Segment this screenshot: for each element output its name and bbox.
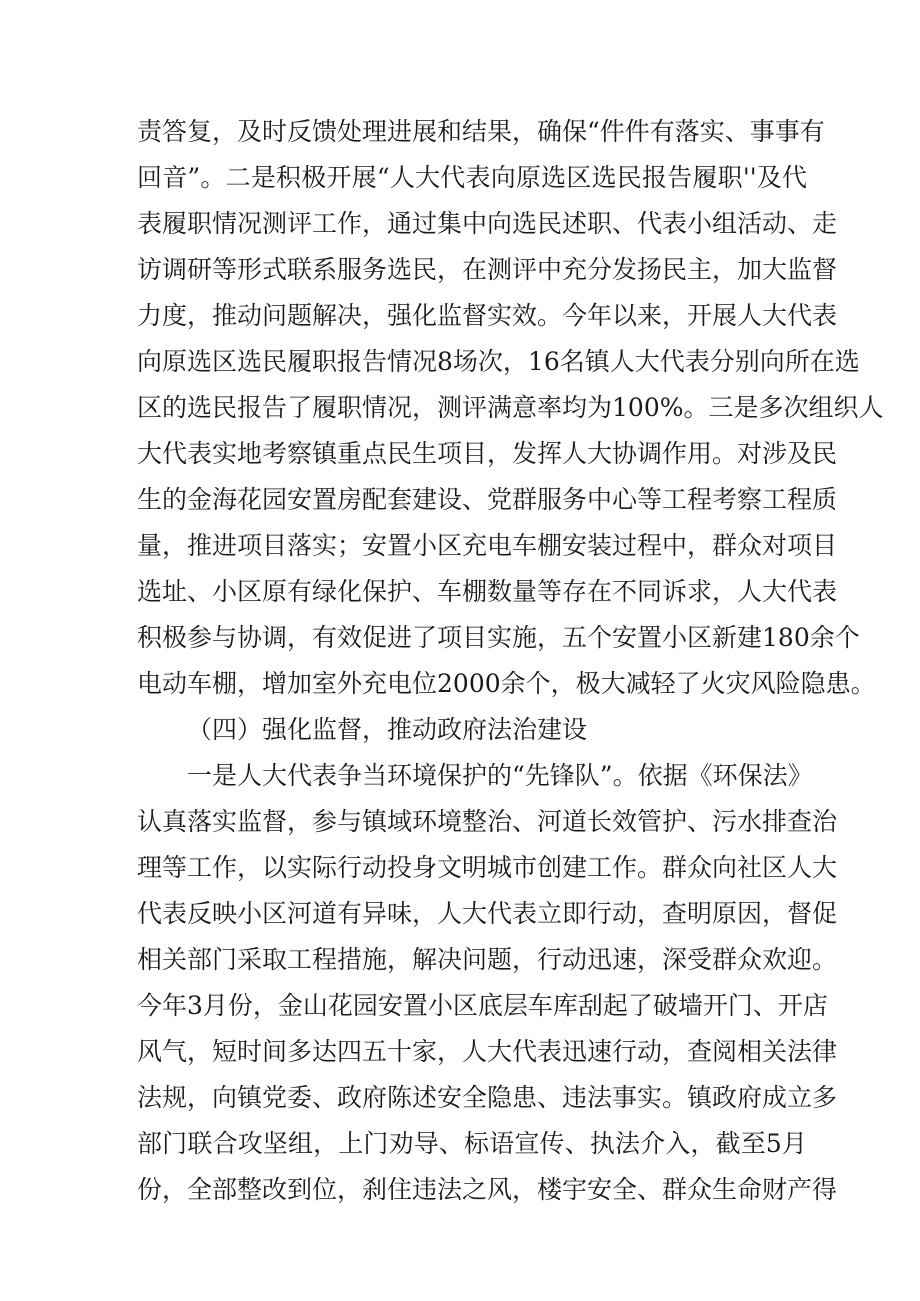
paragraph-line: 电动车棚，增加室外充电位2000余个，极大减轻了火灾风险隐患。 [137, 669, 876, 698]
paragraph-line: 份，全部整改到位，刹住违法之风，楼宇安全、群众生命财产得 [137, 1175, 838, 1204]
paragraph-line: 认真落实监督，参与镇域环境整治、河道长效管护、污水排查治 [137, 807, 838, 836]
paragraph-line: 量，推进项目落实；安置小区充电车棚安装过程中，群众对项目 [137, 531, 838, 560]
paragraph-line: 一是人大代表争当环境保护的“先锋队”。依据《环保法》 [187, 761, 813, 790]
paragraph-line: 访调研等形式联系服务选民，在测评中充分发扬民主，加大监督 [137, 255, 838, 284]
paragraph-line: 表履职情况测评工作，通过集中向选民述职、代表小组活动、走 [137, 209, 838, 238]
paragraph-line: 生的金海花园安置房配套建设、党群服务中心等工程考察工程质 [137, 485, 838, 514]
paragraph-line: 理等工作，以实际行动投身文明城市创建工作。群众向社区人大 [137, 853, 838, 882]
paragraph-line: 选址、小区原有绿化保护、车棚数量等存在不同诉求，人大代表 [137, 577, 838, 606]
paragraph-line: 大代表实地考察镇重点民生项目，发挥人大协调作用。对涉及民 [137, 439, 838, 468]
paragraph-line: 向原选区选民履职报告情况8场次，16名镇人大代表分别向所在选 [137, 347, 860, 376]
paragraph-line: 积极参与协调，有效促进了项目实施，五个安置小区新建180余个 [137, 623, 860, 652]
paragraph-line: 风气，短时间多达四五十家，人大代表迅速行动，查阅相关法律 [137, 1037, 838, 1066]
paragraph-line: 回音”。二是积极开展“人大代表向原选区选民报告履职''及代 [137, 163, 807, 192]
paragraph-line: 法规，向镇党委、政府陈述安全隐患、违法事实。镇政府成立多 [137, 1083, 838, 1112]
paragraph-line: 今年3月份，金山花园安置小区底层车库刮起了破墙开门、开店 [137, 991, 828, 1020]
paragraph-line: 区的选民报告了履职情况，测评满意率均为100%。三是多次组织人 [137, 393, 884, 422]
paragraph-line: 责答复，及时反馈处理进展和结果，确保“件件有落实、事事有 [137, 117, 825, 146]
section-heading: （四）强化监督，推动政府法治建设 [187, 715, 588, 744]
paragraph-line: 力度，推动问题解决，强化监督实效。今年以来，开展人大代表 [137, 301, 838, 330]
paragraph-line: 代表反映小区河道有异味，人大代表立即行动，查明原因，督促 [137, 899, 838, 928]
paragraph-line: 相关部门采取工程措施，解决问题，行动迅速，深受群众欢迎。 [137, 945, 838, 974]
paragraph-line: 部门联合攻坚组，上门劝导、标语宣传、执法介入，截至5月 [137, 1129, 807, 1158]
